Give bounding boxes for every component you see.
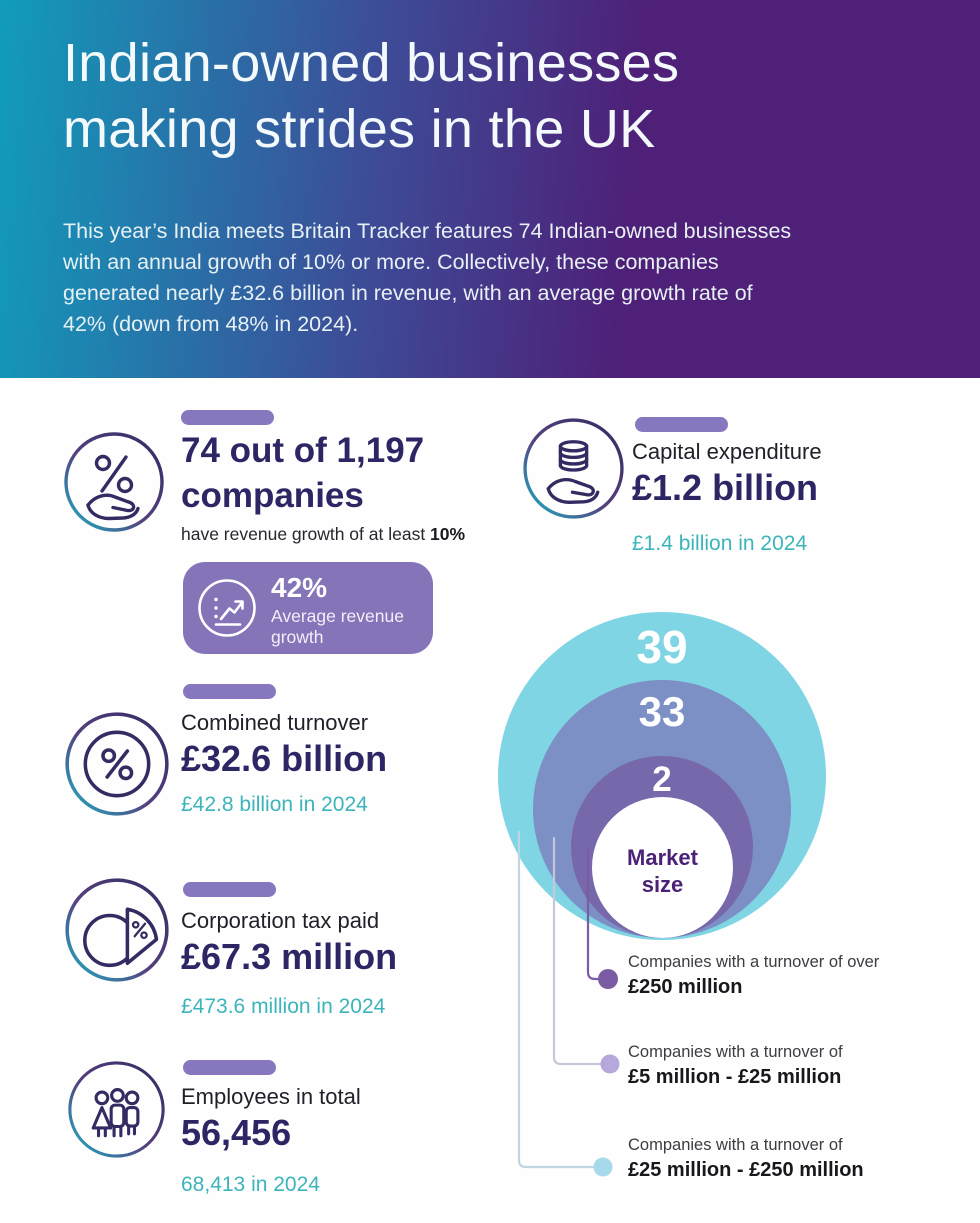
page-title-line1: Indian-owned businesses: [63, 33, 680, 93]
companies-headline-line1: 74 out of 1,197: [181, 431, 425, 470]
page-title: [63, 30, 679, 162]
employees-value: 56,456: [181, 1112, 292, 1153]
percent-circle-icon: [63, 710, 171, 823]
average-growth-label: Average revenue growth: [271, 606, 404, 647]
section-pill: [183, 684, 276, 699]
companies-subline-text: have revenue growth of at least: [181, 524, 431, 544]
average-growth-card: [183, 562, 433, 654]
legend-row-5m-25m: [628, 1040, 843, 1091]
intro-line: with an annual growth of 10% or more. Collectively, these companies: [63, 250, 719, 274]
employees-label: Employees in total: [181, 1084, 361, 1109]
companies-subline: [181, 522, 465, 546]
capital-expenditure-label: Capital expenditure: [632, 439, 822, 464]
legend-dot-5m-25m: [601, 1055, 620, 1074]
intro-line: generated nearly £32.6 billion in revenue, with an average growth rate of: [63, 281, 753, 305]
market-size-title: Market size: [627, 845, 698, 897]
legend-text: Companies with a turnover of: [628, 1043, 843, 1061]
intro-line: This year’s India meets Britain Tracker features 74 Indian-owned businesses: [63, 219, 792, 243]
trend-up-icon: [196, 577, 258, 644]
intro-line: 42% (down from 48% in 2024).: [63, 312, 359, 336]
people-icon: [66, 1059, 167, 1165]
legend-range: £25 million - £250 million: [628, 1159, 864, 1181]
header-banner: [0, 0, 980, 378]
average-growth-value: 42%: [271, 572, 328, 603]
coins-hand-icon: [521, 416, 626, 526]
legend-dot-over-250m: [598, 969, 618, 989]
legend-dot-25m-250m: [594, 1158, 613, 1177]
employees-previous: 68,413 in 2024: [181, 1173, 320, 1196]
section-pill: [183, 882, 276, 897]
legend-text: Companies with a turnover of: [628, 1136, 843, 1154]
bubble-2-value: 2: [652, 760, 672, 799]
legend-text: Companies with a turnover of over: [628, 953, 880, 971]
capital-expenditure-previous: £1.4 billion in 2024: [632, 532, 808, 555]
corporation-tax-value: £67.3 million: [181, 936, 398, 977]
pie-chart-icon: [63, 876, 171, 989]
combined-turnover-value: £32.6 billion: [181, 738, 388, 779]
legend-row-25m-250m: [628, 1133, 864, 1184]
corporation-tax-label: Corporation tax paid: [181, 908, 380, 933]
capital-expenditure-value: £1.2 billion: [632, 467, 819, 508]
companies-subline-bold: 10%: [430, 524, 466, 544]
percent-hand-icon: [62, 430, 166, 539]
legend-row-over-250m: [628, 950, 879, 1001]
combined-turnover-previous: £42.8 billion in 2024: [181, 793, 368, 816]
companies-headline-line2: companies: [181, 476, 364, 515]
page-title-line2: making strides in the UK: [63, 99, 656, 159]
legend-range: £5 million - £25 million: [628, 1066, 842, 1088]
companies-headline: [181, 428, 424, 518]
section-pill: [183, 1060, 276, 1075]
combined-turnover-label: Combined turnover: [181, 710, 369, 735]
legend-range: £250 million: [628, 976, 743, 998]
bubble-39-value: 39: [636, 621, 688, 673]
corporation-tax-previous: £473.6 million in 2024: [181, 995, 386, 1018]
section-pill: [181, 410, 274, 425]
section-pill: [635, 417, 728, 432]
intro-paragraph: [63, 216, 791, 340]
bubble-33-value: 33: [638, 688, 686, 735]
